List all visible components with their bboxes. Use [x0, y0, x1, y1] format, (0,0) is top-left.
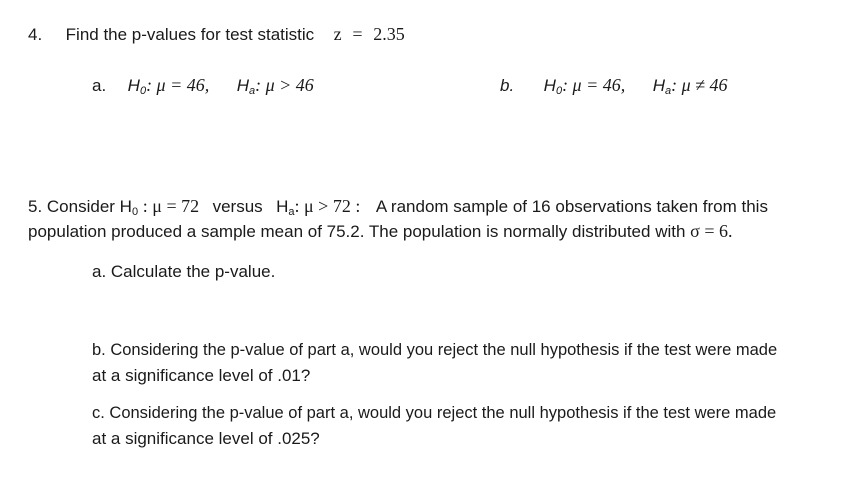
question-4-prompt: Find the p-values for test statistic	[65, 25, 315, 44]
question-4-part-b	[500, 75, 728, 97]
question-5-part-a: a. Calculate the p-value.	[92, 262, 276, 281]
question-5-part-b-line-2: at a significance level of .01?	[92, 366, 311, 385]
ha-letter: H	[236, 76, 249, 95]
h0-subscript: 0	[555, 85, 563, 97]
ha-subscript: a	[665, 85, 672, 97]
ha-subscript: a	[249, 85, 256, 97]
ha-letter: H	[652, 76, 665, 95]
ha-subscript: a	[288, 206, 295, 218]
versus-text: versus	[212, 197, 263, 216]
h0-subscript: 0	[139, 85, 147, 97]
question-5-part-c-line-2: at a significance level of .025?	[92, 429, 320, 448]
h0-subscript: 0	[131, 206, 139, 218]
question-5-lead: 5. Consider H	[28, 197, 132, 216]
h0-expression: : μ = 46,	[562, 75, 626, 95]
test-statistic-equals: =	[352, 24, 363, 44]
question-5-line-2-text: population produced a sample mean of 75.2. The population is normally distributed with	[28, 222, 686, 241]
question-5-line-1	[28, 196, 768, 218]
question-5-part-b-line-1: b. Considering the p-value of part a, would you reject the null hypothesis if the test were made	[92, 341, 778, 359]
h0-expression: : μ = 46,	[146, 75, 210, 95]
h0-letter: H	[543, 76, 556, 95]
question-5-line-2	[28, 221, 733, 242]
part-b-label: b.	[500, 76, 515, 95]
ha-expression: : μ ≠ 46	[671, 75, 728, 95]
question-5-line-1-rest: A random sample of 16 observations taken from this	[375, 197, 768, 216]
test-statistic-value: 2.35	[373, 24, 405, 44]
question-4-heading	[28, 24, 405, 45]
h0-letter: H	[127, 76, 140, 95]
question-5-part-c-line-1: c. Considering the p-value of part a, would you reject the null hypothesis if the test were made	[92, 404, 777, 422]
part-a-label: a.	[92, 76, 107, 95]
ha-letter: H	[276, 197, 289, 216]
h0-expression: : μ = 72	[142, 196, 200, 216]
sigma-expression: σ = 6.	[690, 221, 733, 241]
ha-expression: : μ > 72 :	[294, 196, 361, 216]
test-statistic-variable: z	[333, 24, 342, 44]
question-4-part-a	[92, 75, 314, 97]
question-4-number: 4.	[28, 25, 43, 44]
ha-expression: : μ > 46	[255, 75, 314, 95]
